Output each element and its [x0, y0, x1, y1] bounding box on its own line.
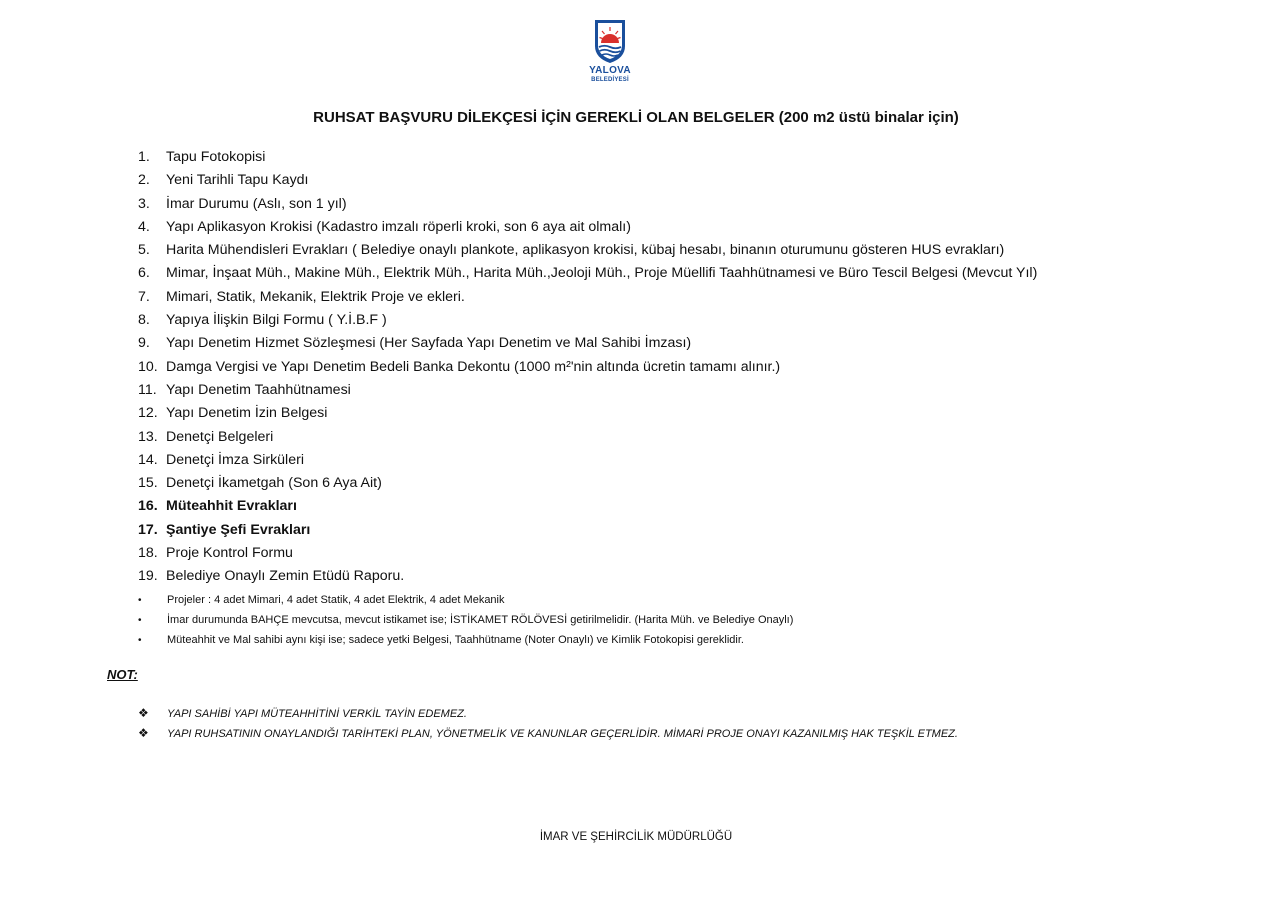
document-text: Müteahhit Evrakları: [166, 498, 297, 515]
document-text: Mimari, Statik, Mekanik, Elektrik Proje ve ekleri.: [166, 288, 465, 305]
document-item: [138, 239, 1037, 262]
bullet-icon: •: [138, 595, 142, 606]
notes-bullet-list: [138, 590, 793, 650]
document-text: Denetçi İkametgah (Son 6 Aya Ait): [166, 475, 382, 492]
document-item: [138, 472, 1037, 495]
diamond-bullet-icon: ❖: [138, 726, 149, 740]
document-text: Tapu Fotokopisi: [166, 149, 266, 165]
document-item: [138, 379, 1037, 402]
required-documents-list: [138, 146, 1037, 589]
document-number: 13.: [138, 428, 158, 445]
document-item: [138, 542, 1037, 565]
document-text: Damga Vergisi ve Yapı Denetim Bedeli Banka Dekontu (1000 m²'nin altında ücretin tamamı alınır.): [166, 358, 781, 375]
document-item: [138, 146, 1037, 169]
document-text: Şantiye Şefi Evrakları: [166, 521, 311, 538]
document-text: Mimar, İnşaat Müh., Makine Müh., Elektrik Müh., Harita Müh.,Jeoloji Müh., Proje Müellifi Taahhütnamesi ve Büro Tescil Belgesi (Mevcut Yıl): [166, 265, 1038, 282]
document-number: 3.: [138, 195, 150, 212]
document-number: 12.: [138, 405, 158, 422]
document-text: Yapıya İlişkin Bilgi Formu ( Y.İ.B.F ): [166, 312, 387, 329]
warning-text: YAPI RUHSATININ ONAYLANDIĞI TARİHTEKİ PLAN, YÖNETMELİK VE KANUNLAR GEÇERLİDİR. MİMARİ PROJE ONAYI KAZANILMIŞ HAK TEŞKİL ETMEZ.: [167, 728, 958, 740]
note-item: [138, 590, 793, 610]
municipality-logo: [580, 18, 640, 88]
document-item: [138, 426, 1037, 449]
document-number: 15.: [138, 475, 158, 492]
note-item: [138, 630, 793, 650]
document-number: 2.: [138, 172, 150, 189]
logo-name-line: YALOVA: [589, 65, 631, 76]
document-text: Yapı Denetim Hizmet Sözleşmesi (Her Sayfada Yapı Denetim ve Mal Sahibi İmzası): [166, 335, 692, 352]
document-number: 11.: [138, 381, 157, 398]
document-number: 14.: [138, 451, 158, 468]
document-number: 9.: [138, 335, 150, 352]
note-item: [138, 610, 793, 630]
document-text: Yapı Denetim Taahhütnamesi: [166, 381, 351, 398]
document-item: [138, 286, 1037, 309]
note-heading: NOT:: [107, 667, 138, 682]
document-text: Denetçi İmza Sirküleri: [166, 451, 304, 468]
document-number: 4.: [138, 218, 150, 235]
document-item: [138, 216, 1037, 239]
document-title: RUHSAT BAŞVURU DİLEKÇESİ İÇİN GEREKLİ OLAN BELGELER (200 m2 üstü binalar için): [313, 109, 959, 126]
document-text: Proje Kontrol Formu: [166, 545, 293, 562]
document-number: 8.: [138, 312, 150, 329]
document-number: 5.: [138, 242, 150, 259]
document-number: 6.: [138, 265, 150, 282]
document-item: [138, 402, 1037, 425]
document-text: Belediye Onaylı Zemin Etüdü Raporu.: [166, 568, 405, 585]
document-item: [138, 332, 1037, 355]
document-text: Denetçi Belgeleri: [166, 428, 274, 445]
document-number: 16.: [138, 498, 158, 515]
bullet-icon: •: [138, 635, 142, 646]
note-text: Müteahhit ve Mal sahibi aynı kişi ise; sadece yetki Belgesi, Taahhütname (Noter Onaylı) ve Kimlik Fotokopisi gereklidir.: [167, 634, 744, 646]
document-item: [138, 309, 1037, 332]
warning-item: [138, 703, 958, 723]
diamond-bullet-icon: ❖: [138, 706, 149, 720]
document-item: [138, 495, 1037, 518]
note-text: İmar durumunda BAHÇE mevcutsa, mevcut istikamet ise; İSTİKAMET RÖLÖVESİ getirilmelidir. (Harita Müh. ve Belediye Onaylı): [167, 614, 794, 626]
document-text: İmar Durumu (Aslı, son 1 yıl): [166, 195, 347, 212]
document-item: [138, 193, 1037, 216]
yalova-emblem-icon: [580, 18, 640, 64]
document-text: Harita Mühendisleri Evrakları ( Belediye onaylı plankote, aplikasyon krokisi, kübaj hesabı, binanın oturumunu gösteren HUS evrakları): [166, 242, 1005, 259]
document-item: [138, 565, 1037, 588]
document-number: 19.: [138, 568, 158, 585]
note-text: Projeler : 4 adet Mimari, 4 adet Statik, 4 adet Elektrik, 4 adet Mekanik: [167, 594, 505, 606]
document-text: Yeni Tarihli Tapu Kaydı: [166, 172, 309, 189]
bullet-icon: •: [138, 615, 142, 626]
document-number: 1.: [138, 149, 150, 165]
document-number: 17.: [138, 521, 158, 538]
document-number: 10.: [138, 358, 158, 375]
document-item: [138, 262, 1037, 285]
document-item: [138, 169, 1037, 192]
document-item: [138, 519, 1037, 542]
logo-subtitle-line: BELEDİYESİ: [591, 77, 629, 83]
document-item: [138, 356, 1037, 379]
document-text: Yapı Denetim İzin Belgesi: [166, 405, 328, 422]
warning-item: [138, 723, 958, 743]
document-item: [138, 449, 1037, 472]
warning-text: YAPI SAHİBİ YAPI MÜTEAHHİTİNİ VERKİL TAYİN EDEMEZ.: [167, 708, 467, 720]
document-text: Yapı Aplikasyon Krokisi (Kadastro imzalı röperli kroki, son 6 aya ait olmalı): [166, 218, 631, 235]
document-number: 18.: [138, 545, 158, 562]
document-number: 7.: [138, 288, 150, 305]
footer-department: İMAR VE ŞEHİRCİLİK MÜDÜRLÜĞÜ: [539, 831, 733, 843]
warnings-list: [138, 703, 958, 743]
